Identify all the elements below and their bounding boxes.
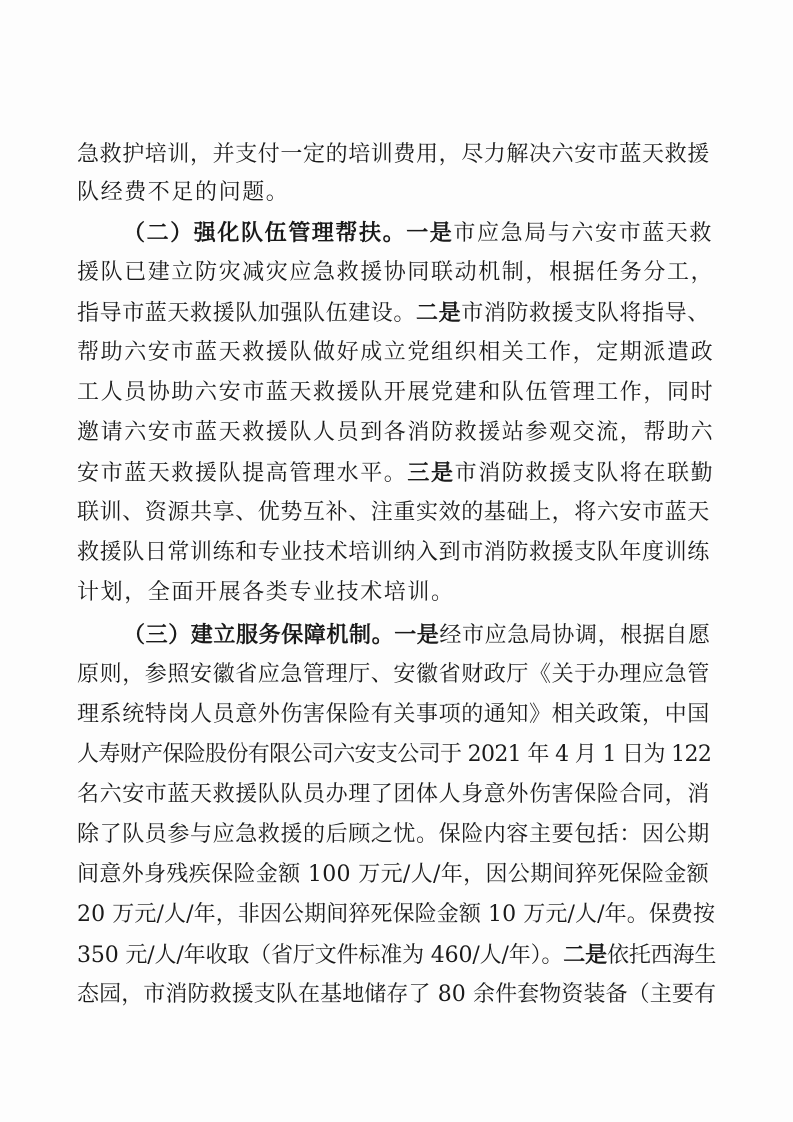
paragraph-line: 原则，参照安徽省应急管理厅、安徽省财政厅《关于办理应急管 bbox=[77, 662, 710, 687]
paragraph-line: 工人员协助六安市蓝天救援队开展党建和队伍管理工作，同时 bbox=[77, 380, 715, 405]
paragraph-line: 除了队员参与应急救援的后顾之忧。保险内容主要包括：因公期 bbox=[77, 822, 710, 847]
paragraph-line: 队经费不足的问题。 bbox=[77, 180, 290, 205]
paragraph-line: 理系统特岗人员意外伤害保险有关事项的通知》相关政策，中国 bbox=[77, 702, 710, 727]
emphasis-label: 二是 bbox=[416, 300, 462, 326]
paragraph-line bbox=[123, 218, 713, 249]
text-span: 指导市蓝天救援队加强队伍建设。 bbox=[77, 301, 417, 326]
paragraph-line: 名六安市蓝天救援队队员办理了团体人身意外伤害保险合同，消 bbox=[77, 782, 710, 807]
text-span: 经市应急局协调，根据自愿 bbox=[439, 623, 711, 648]
paragraph-line bbox=[77, 940, 716, 971]
text-span: 依托西海生 bbox=[606, 943, 717, 968]
emphasis-label: 二是 bbox=[563, 942, 607, 968]
text-span: 市消防救援支队将指导、 bbox=[461, 301, 710, 326]
text-span: 市消防救援支队将在联勤 bbox=[454, 461, 715, 486]
paragraph-line: 援队已建立防灾减灾应急救援协同联动机制，根据任务分工， bbox=[77, 260, 715, 285]
emphasis-label: 一是 bbox=[406, 220, 454, 246]
paragraph-line: 救援队日常训练和专业技术培训纳入到市消防救援支队年度训练 bbox=[77, 540, 710, 565]
paragraph-line bbox=[77, 298, 710, 329]
paragraph-line: 急救护培训，并支付一定的培训费用，尽力解决六安市蓝天救援 bbox=[77, 142, 710, 167]
paragraph-line: 邀请六安市蓝天救援队人员到各消防救援站参观交流，帮助六 bbox=[77, 420, 715, 445]
paragraph-line: 态园，市消防救援支队在基地储存了 80 余件套物资装备（主要有 bbox=[77, 982, 717, 1007]
paragraph-line: 计划，全面开展各类专业技术培训。 bbox=[77, 580, 455, 605]
paragraph-line bbox=[77, 458, 714, 489]
section-heading: （三）建立服务保障机制。 bbox=[123, 622, 395, 648]
paragraph-line: 20 万元/人/年，非因公期间猝死保险金额 10 万元/人/年。保费按 bbox=[77, 902, 716, 927]
paragraph-line bbox=[123, 620, 711, 651]
paragraph-line: 间意外身残疾保险金额 100 万元/人/年，因公期间猝死保险金额 bbox=[77, 862, 710, 887]
paragraph-line: 人寿财产保险股份有限公司六安支公司于 2021 年 4 月 1 日为 122 bbox=[77, 742, 712, 767]
emphasis-label: 三是 bbox=[407, 460, 455, 486]
text-span: 市应急局与六安市蓝天救 bbox=[453, 221, 714, 246]
section-heading: （二）强化队伍管理帮扶。 bbox=[123, 220, 407, 246]
paragraph-line: 帮助六安市蓝天救援队做好成立党组织相关工作，定期派遣政 bbox=[77, 340, 715, 365]
paragraph-line: 联训、资源共享、优势互补、注重实效的基础上，将六安市蓝天 bbox=[77, 500, 710, 525]
text-span: 350 元/人/年收取（省厅文件标准为 460/人/年）。 bbox=[77, 943, 564, 968]
text-span: 安市蓝天救援队提高管理水平。 bbox=[77, 461, 408, 486]
emphasis-label: 一是 bbox=[394, 622, 440, 648]
